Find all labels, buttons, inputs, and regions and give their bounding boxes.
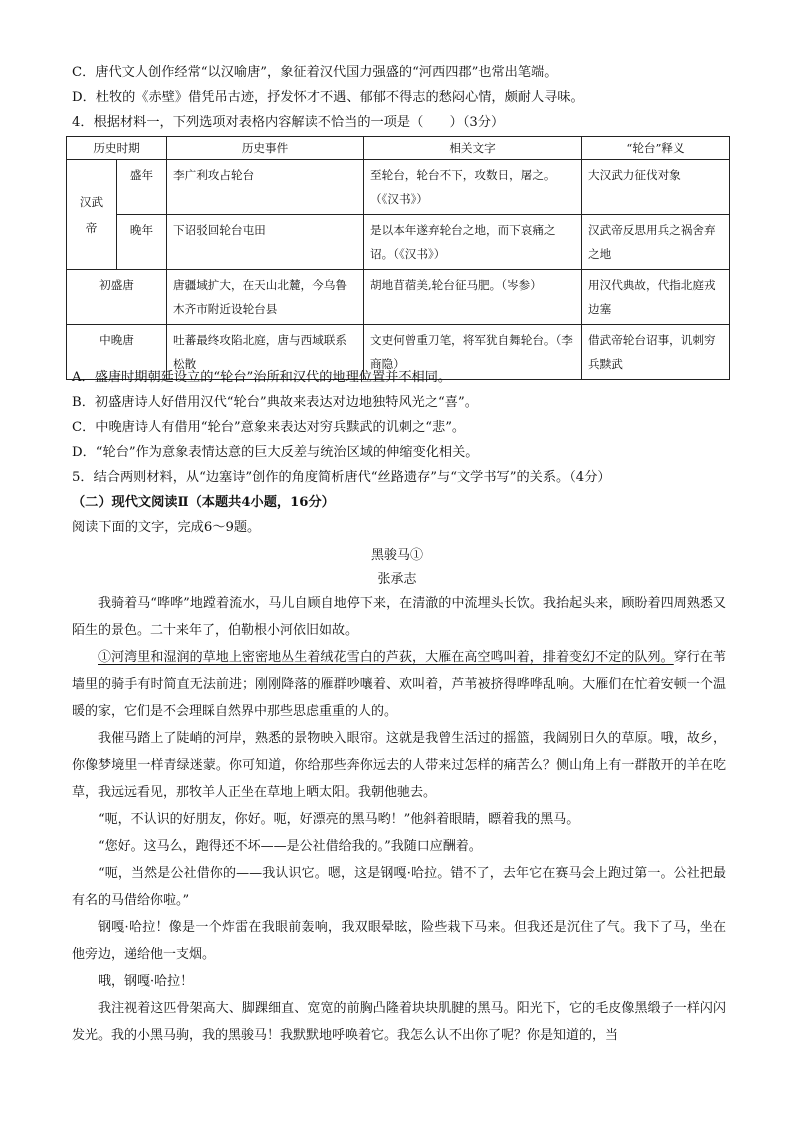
option-c-line: C．唐代文人创作经常“以汉喻唐”，象征着汉代国力强盛的“河西四郡”也常出笔端。 <box>72 65 558 80</box>
sub-period-cell: 晚年 <box>117 215 167 270</box>
story-body <box>72 590 726 1049</box>
meaning-cell: 汉武帝反思用兵之祸舍弃之地 <box>582 215 730 270</box>
event-cell: 吐蕃最终攻陷北庭，唐与西域联系松散 <box>167 325 364 380</box>
text-cell: 胡地苜蓿美,轮台征马肥。（岑参） <box>364 270 582 325</box>
meaning-cell: 用汉代典故，代指北庭戎边塞 <box>582 270 730 325</box>
story-paragraph: 钢嘎·哈拉！像是一个炸雷在我眼前轰响，我双眼晕眩，险些栽下马来。但我还是沉住了气。我下了马，坐在他旁边，递给他一支烟。 <box>72 920 726 962</box>
text-cell: 是以本年遂弃轮台之地，而下哀痛之诏。（《汉书》） <box>364 215 582 270</box>
header-text: 相关文字 <box>364 137 582 160</box>
reading-instruction: 阅读下面的文字，完成6～9题。 <box>72 520 261 535</box>
event-cell: 唐疆域扩大，在天山北麓，今乌鲁木齐市附近设轮台县 <box>167 270 364 325</box>
story-paragraph: 我骑着马“哗哗”地蹚着流水，马儿自顾自地停下来，在清澈的中流埋头长饮。我抬起头来，顾盼着四周熟悉又陌生的景色。二十来年了，伯勒根小河依旧如故。 <box>72 596 726 638</box>
event-cell: 李广利攻占轮台 <box>167 160 364 215</box>
section-heading: （二）现代文阅读Ⅱ（本题共4小题，16分） <box>72 495 335 510</box>
table-row <box>67 270 730 325</box>
underlined-sentence-1: ①河湾里和湿润的草地上密密地丛生着绒花雪白的芦荻，大雁在高空鸣叫着，排着变幻不定的队列。 <box>98 650 674 665</box>
header-event: 历史事件 <box>167 137 364 160</box>
story-paragraph: “呃，不认识的好朋友，你好。呃，好漂亮的黑马哟！”他斜着眼睛，瞟着我的黑马。 <box>98 812 580 827</box>
story-author: 张承志 <box>377 572 417 587</box>
period-han-cell: 汉武帝 <box>67 160 117 270</box>
story-paragraph: 我催马踏上了陡峭的河岸，熟悉的景物映入眼帘。这就是我曾生活过的摇篮，我阔别日久的草原。哦，故乡，你像梦境里一样青绿迷蒙。你可知道，你给那些奔你远去的人带来过怎样的痛苦么？侧山角上有一群散开的羊在吃草，我远远看见，那牧羊人正坐在草地上晒太阳。我朝他驰去。 <box>72 731 726 800</box>
history-table <box>66 136 730 380</box>
story-paragraph: 我注视着这匹骨架高大、脚踝细直、宽宽的前胸凸隆着块块肌腱的黑马。阳光下，它的毛皮像黑缎子一样闪闪发光。我的小黑马驹，我的黑骏马！我默默地呼唤着它。我怎么认不出你了呢？你是知道的，当 <box>72 1001 726 1043</box>
table-row <box>67 160 730 215</box>
meaning-cell: 大汉武力征伐对象 <box>582 160 730 215</box>
event-cell: 下诏驳回轮台屯田 <box>167 215 364 270</box>
question-5: 5．结合两则材料，从“边塞诗”创作的角度简析唐代“丝路遗存”与“文学书写”的关系。（4分） <box>72 470 611 485</box>
text-cell: 至轮台，轮台不下，攻数日，屠之。（《汉书》） <box>364 160 582 215</box>
q4-option-d: D．“轮台”作为意象表情达意的巨大反差与统治区域的伸缩变化相关。 <box>72 445 479 460</box>
period-cell: 中晚唐 <box>67 325 167 380</box>
story-paragraph <box>72 644 726 725</box>
story-paragraph-rest: 穿行在苇墙里的骑手有时简直无法前进；刚刚降落的雁群吵嚷着、欢叫着，芦苇被挤得哗哗乱响。大雁们在忙着安顿一个温暖的家，它们是不会理睬自然界中那些思虑重重的人的。 <box>72 650 726 719</box>
question-4-stem: 4．根据材料一，下列选项对表格内容解读不恰当的一项是（ ）（3分） <box>72 115 505 130</box>
story-paragraph: “呃，当然是公社借你的——我认识它。嗯，这是钢嘎·哈拉。错不了，去年它在赛马会上跑过第一。公社把最有名的马借给你啦。” <box>72 866 726 908</box>
text-cell: 文吏何曾重刀笔，将军犹自舞轮台。（李商隐） <box>364 325 582 380</box>
story-paragraph: 哦，钢嘎·哈拉！ <box>98 974 194 989</box>
q4-option-c: C．中晚唐诗人有借用“轮台”意象来表达对穷兵黩武的讥刺之“悲”。 <box>72 420 466 435</box>
header-meaning: “轮台”释义 <box>582 137 730 160</box>
option-d-line: D．杜牧的《赤壁》借凭吊古迹，抒发怀才不遇、郁郁不得志的愁闷心情，颇耐人寻味。 <box>72 90 584 105</box>
q4-option-b: B．初盛唐诗人好借用汉代“轮台”典故来表达对边地独特风光之“喜”。 <box>72 395 478 410</box>
sub-period-cell: 盛年 <box>117 160 167 215</box>
table-header-row <box>67 137 730 160</box>
meaning-cell: 借武帝轮台诏事，讥刺穷兵黩武 <box>582 325 730 380</box>
table-row <box>67 215 730 270</box>
story-title: 黑骏马① <box>370 548 423 563</box>
story-paragraph: “您好。这马么，跑得还不坏——是公社借给我的。”我随口应酬着。 <box>98 839 482 854</box>
period-cell: 初盛唐 <box>67 270 167 325</box>
q4-option-a: A．盛唐时期朝廷设立的“轮台”治所和汉代的地理位置并不相同。 <box>72 370 452 385</box>
header-period: 历史时期 <box>67 137 167 160</box>
